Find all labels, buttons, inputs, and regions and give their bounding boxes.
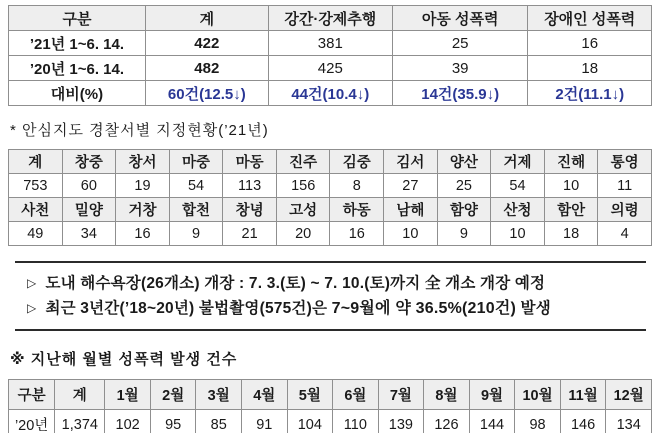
column-header: 계 bbox=[9, 150, 63, 174]
table-cell: 85 bbox=[196, 410, 242, 433]
table-cell: 425 bbox=[268, 56, 392, 81]
column-header: 김중 bbox=[330, 150, 384, 174]
column-header: 마중 bbox=[169, 150, 223, 174]
monthly-table bbox=[8, 379, 652, 433]
table-cell: 21 bbox=[223, 222, 277, 246]
table-cell: 25 bbox=[392, 31, 528, 56]
notice-text: 발생 bbox=[516, 300, 551, 317]
column-header: 8월 bbox=[424, 380, 470, 410]
table-cell: 2건(11.1↓) bbox=[528, 81, 652, 106]
table-cell: 25 bbox=[437, 174, 491, 198]
station-header-row bbox=[9, 150, 652, 174]
monthly-header-row bbox=[9, 380, 652, 410]
table-cell: 60 bbox=[62, 174, 116, 198]
table-cell: 49 bbox=[9, 222, 63, 246]
table-cell: 10 bbox=[491, 222, 545, 246]
column-header: 7월 bbox=[378, 380, 424, 410]
comparison-row bbox=[9, 81, 652, 106]
column-header: 함양 bbox=[437, 198, 491, 222]
table-cell: 54 bbox=[491, 174, 545, 198]
column-header: 산청 bbox=[491, 198, 545, 222]
table-cell: 27 bbox=[384, 174, 438, 198]
column-header: 함안 bbox=[544, 198, 598, 222]
notice-line-beach bbox=[27, 271, 644, 296]
table-cell: 4 bbox=[598, 222, 652, 246]
column-header: 구분 bbox=[9, 6, 146, 31]
column-header: 하동 bbox=[330, 198, 384, 222]
table-cell: 60건(12.5↓) bbox=[145, 81, 268, 106]
column-header: 5월 bbox=[287, 380, 333, 410]
column-header: 강간·강제추행 bbox=[268, 6, 392, 31]
police-station-table bbox=[8, 149, 652, 246]
table-cell: 104 bbox=[287, 410, 333, 433]
column-header: 1월 bbox=[105, 380, 151, 410]
column-header: 마동 bbox=[223, 150, 277, 174]
table-cell: 19 bbox=[116, 174, 170, 198]
row-label: ’20년 bbox=[9, 410, 55, 433]
table-cell: 39 bbox=[392, 56, 528, 81]
triangle-bullet-icon: ▷ bbox=[27, 276, 37, 290]
table-cell: 113 bbox=[223, 174, 277, 198]
column-header: 진주 bbox=[276, 150, 330, 174]
column-header: 계 bbox=[55, 380, 105, 410]
column-header: 아동 성폭력 bbox=[392, 6, 528, 31]
summary-table bbox=[8, 5, 652, 106]
notice-emphasis: 7~9월에 약 36.5%(210건) bbox=[331, 300, 517, 317]
table-cell: 134 bbox=[606, 410, 652, 433]
table-cell: 54 bbox=[169, 174, 223, 198]
table-cell: 422 bbox=[145, 31, 268, 56]
table-cell: 20 bbox=[276, 222, 330, 246]
row-label: ’21년 1~6. 14. bbox=[9, 31, 146, 56]
notice-text: 최근 3년간(’18~20년) 불법촬영(575건)은 bbox=[45, 300, 332, 317]
column-header: 9월 bbox=[469, 380, 515, 410]
column-header: 창중 bbox=[62, 150, 116, 174]
column-header: 통영 bbox=[598, 150, 652, 174]
table-cell: 10 bbox=[544, 174, 598, 198]
column-header: 합천 bbox=[169, 198, 223, 222]
table-cell: 1,374 bbox=[55, 410, 105, 433]
column-header: 김서 bbox=[384, 150, 438, 174]
table-cell: 8 bbox=[330, 174, 384, 198]
column-header: 계 bbox=[145, 6, 268, 31]
table-cell: 126 bbox=[424, 410, 470, 433]
table-cell: 110 bbox=[333, 410, 379, 433]
column-header: 사천 bbox=[9, 198, 63, 222]
column-header: 창녕 bbox=[223, 198, 277, 222]
table-cell: 11 bbox=[598, 174, 652, 198]
table-cell: 44건(10.4↓) bbox=[268, 81, 392, 106]
monthly-caption: ※ 지난해 월별 성폭력 발생 건수 bbox=[10, 351, 238, 368]
table-cell: 144 bbox=[469, 410, 515, 433]
column-header: 양산 bbox=[437, 150, 491, 174]
column-header: 10월 bbox=[515, 380, 561, 410]
column-header: 남해 bbox=[384, 198, 438, 222]
column-header: 밀양 bbox=[62, 198, 116, 222]
table-row bbox=[9, 31, 652, 56]
column-header: 4월 bbox=[241, 380, 287, 410]
notice-text: 도내 해수욕장(26개소) 개장 : 7. 3.(토) ~ 7. 10.(토)까지 全 개소 개장 예정 bbox=[45, 275, 546, 292]
table-row bbox=[9, 174, 652, 198]
table-cell: 102 bbox=[105, 410, 151, 433]
table-cell: 482 bbox=[145, 56, 268, 81]
table-cell: 14건(35.9↓) bbox=[392, 81, 528, 106]
column-header: 구분 bbox=[9, 380, 55, 410]
row-label: 대비(%) bbox=[9, 81, 146, 106]
column-header: 11월 bbox=[560, 380, 606, 410]
column-header: 창서 bbox=[116, 150, 170, 174]
table-row bbox=[9, 56, 652, 81]
table-row bbox=[9, 410, 652, 433]
table-cell: 16 bbox=[528, 31, 652, 56]
summary-header-row bbox=[9, 6, 652, 31]
table-cell: 91 bbox=[241, 410, 287, 433]
column-header: 거제 bbox=[491, 150, 545, 174]
column-header: 진해 bbox=[544, 150, 598, 174]
triangle-bullet-icon: ▷ bbox=[27, 301, 37, 315]
map-caption: * 안심지도 경찰서별 지정현황(’21년) bbox=[10, 122, 269, 139]
table-cell: 156 bbox=[276, 174, 330, 198]
column-header: 2월 bbox=[150, 380, 196, 410]
notice-line-illegal-filming bbox=[27, 296, 644, 321]
table-cell: 18 bbox=[528, 56, 652, 81]
table-cell: 18 bbox=[544, 222, 598, 246]
table-cell: 381 bbox=[268, 31, 392, 56]
column-header: 12월 bbox=[606, 380, 652, 410]
table-cell: 139 bbox=[378, 410, 424, 433]
table-cell: 95 bbox=[150, 410, 196, 433]
column-header: 3월 bbox=[196, 380, 242, 410]
table-cell: 16 bbox=[330, 222, 384, 246]
table-cell: 753 bbox=[9, 174, 63, 198]
notice-box bbox=[15, 261, 646, 331]
table-cell: 34 bbox=[62, 222, 116, 246]
row-label: ’20년 1~6. 14. bbox=[9, 56, 146, 81]
table-cell: 10 bbox=[384, 222, 438, 246]
station-header-row bbox=[9, 198, 652, 222]
table-cell: 146 bbox=[560, 410, 606, 433]
table-cell: 9 bbox=[169, 222, 223, 246]
table-cell: 98 bbox=[515, 410, 561, 433]
column-header: 거창 bbox=[116, 198, 170, 222]
column-header: 장애인 성폭력 bbox=[528, 6, 652, 31]
table-cell: 16 bbox=[116, 222, 170, 246]
table-row bbox=[9, 222, 652, 246]
column-header: 6월 bbox=[333, 380, 379, 410]
column-header: 의령 bbox=[598, 198, 652, 222]
table-cell: 9 bbox=[437, 222, 491, 246]
column-header: 고성 bbox=[276, 198, 330, 222]
